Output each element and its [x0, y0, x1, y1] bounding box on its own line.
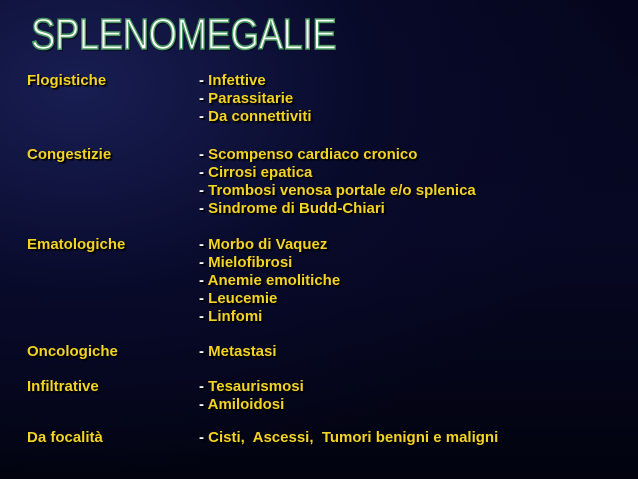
bullet-dash: - — [199, 290, 204, 307]
bullet-dash: - — [199, 429, 204, 446]
list-item — [199, 396, 304, 414]
list-item — [199, 254, 340, 272]
item-list — [199, 72, 312, 126]
item-text: Morbo di Vaquez — [208, 236, 328, 253]
bullet-dash: - — [199, 272, 204, 289]
item-list — [199, 343, 277, 361]
bullet-dash: - — [199, 343, 204, 360]
bullet-dash: - — [199, 108, 204, 125]
list-item — [199, 200, 476, 218]
list-item — [199, 164, 476, 182]
item-text: Amiloidosi — [207, 396, 285, 413]
bullet-dash: - — [199, 236, 204, 253]
item-text: Tesaurismosi — [208, 378, 304, 395]
item-text: Infettive — [208, 72, 266, 89]
item-list — [199, 236, 340, 326]
item-text: Leucemie — [208, 290, 278, 307]
bullet-dash: - — [199, 308, 204, 325]
list-item — [199, 343, 277, 361]
item-list — [199, 146, 476, 218]
list-item — [199, 236, 340, 254]
bullet-dash: - — [199, 90, 204, 107]
bullet-dash: - — [199, 378, 204, 395]
item-text: Scompenso cardiaco cronico — [208, 146, 418, 163]
category-label: Infiltrative — [27, 378, 99, 395]
list-item — [199, 72, 312, 90]
item-text: Anemie emolitiche — [207, 272, 341, 289]
item-text: Sindrome di Budd-Chiari — [208, 200, 385, 217]
category-label: Congestizie — [27, 146, 112, 163]
category-label: Flogistiche — [27, 72, 107, 89]
list-item — [199, 146, 476, 164]
item-text: Cisti, Ascessi, Tumori benigni e maligni — [208, 429, 499, 446]
list-item — [199, 272, 340, 290]
item-text: Metastasi — [208, 343, 277, 360]
item-list — [199, 429, 498, 447]
item-text: Da connettiviti — [208, 108, 312, 125]
list-item — [199, 182, 476, 200]
slide-title: SPLENOMEGALIE — [31, 10, 337, 59]
item-text: Parassitarie — [208, 90, 294, 107]
list-item — [199, 108, 312, 126]
item-text: Mielofibrosi — [208, 254, 293, 271]
bullet-dash: - — [199, 396, 204, 413]
bullet-dash: - — [199, 164, 204, 181]
item-list — [199, 378, 304, 414]
bullet-dash: - — [199, 254, 204, 271]
list-item — [199, 378, 304, 396]
category-label: Oncologiche — [27, 343, 118, 360]
item-text: Linfomi — [208, 308, 263, 325]
list-item — [199, 90, 312, 108]
bullet-dash: - — [199, 182, 204, 199]
item-text: Trombosi venosa portale e/o splenica — [208, 182, 476, 199]
bullet-dash: - — [199, 72, 204, 89]
category-label: Da focalità — [27, 429, 103, 446]
list-item — [199, 308, 340, 326]
list-item — [199, 429, 498, 447]
category-label: Ematologiche — [27, 236, 126, 253]
bullet-dash: - — [199, 146, 204, 163]
item-text: Cirrosi epatica — [208, 164, 313, 181]
bullet-dash: - — [199, 200, 204, 217]
list-item — [199, 290, 340, 308]
